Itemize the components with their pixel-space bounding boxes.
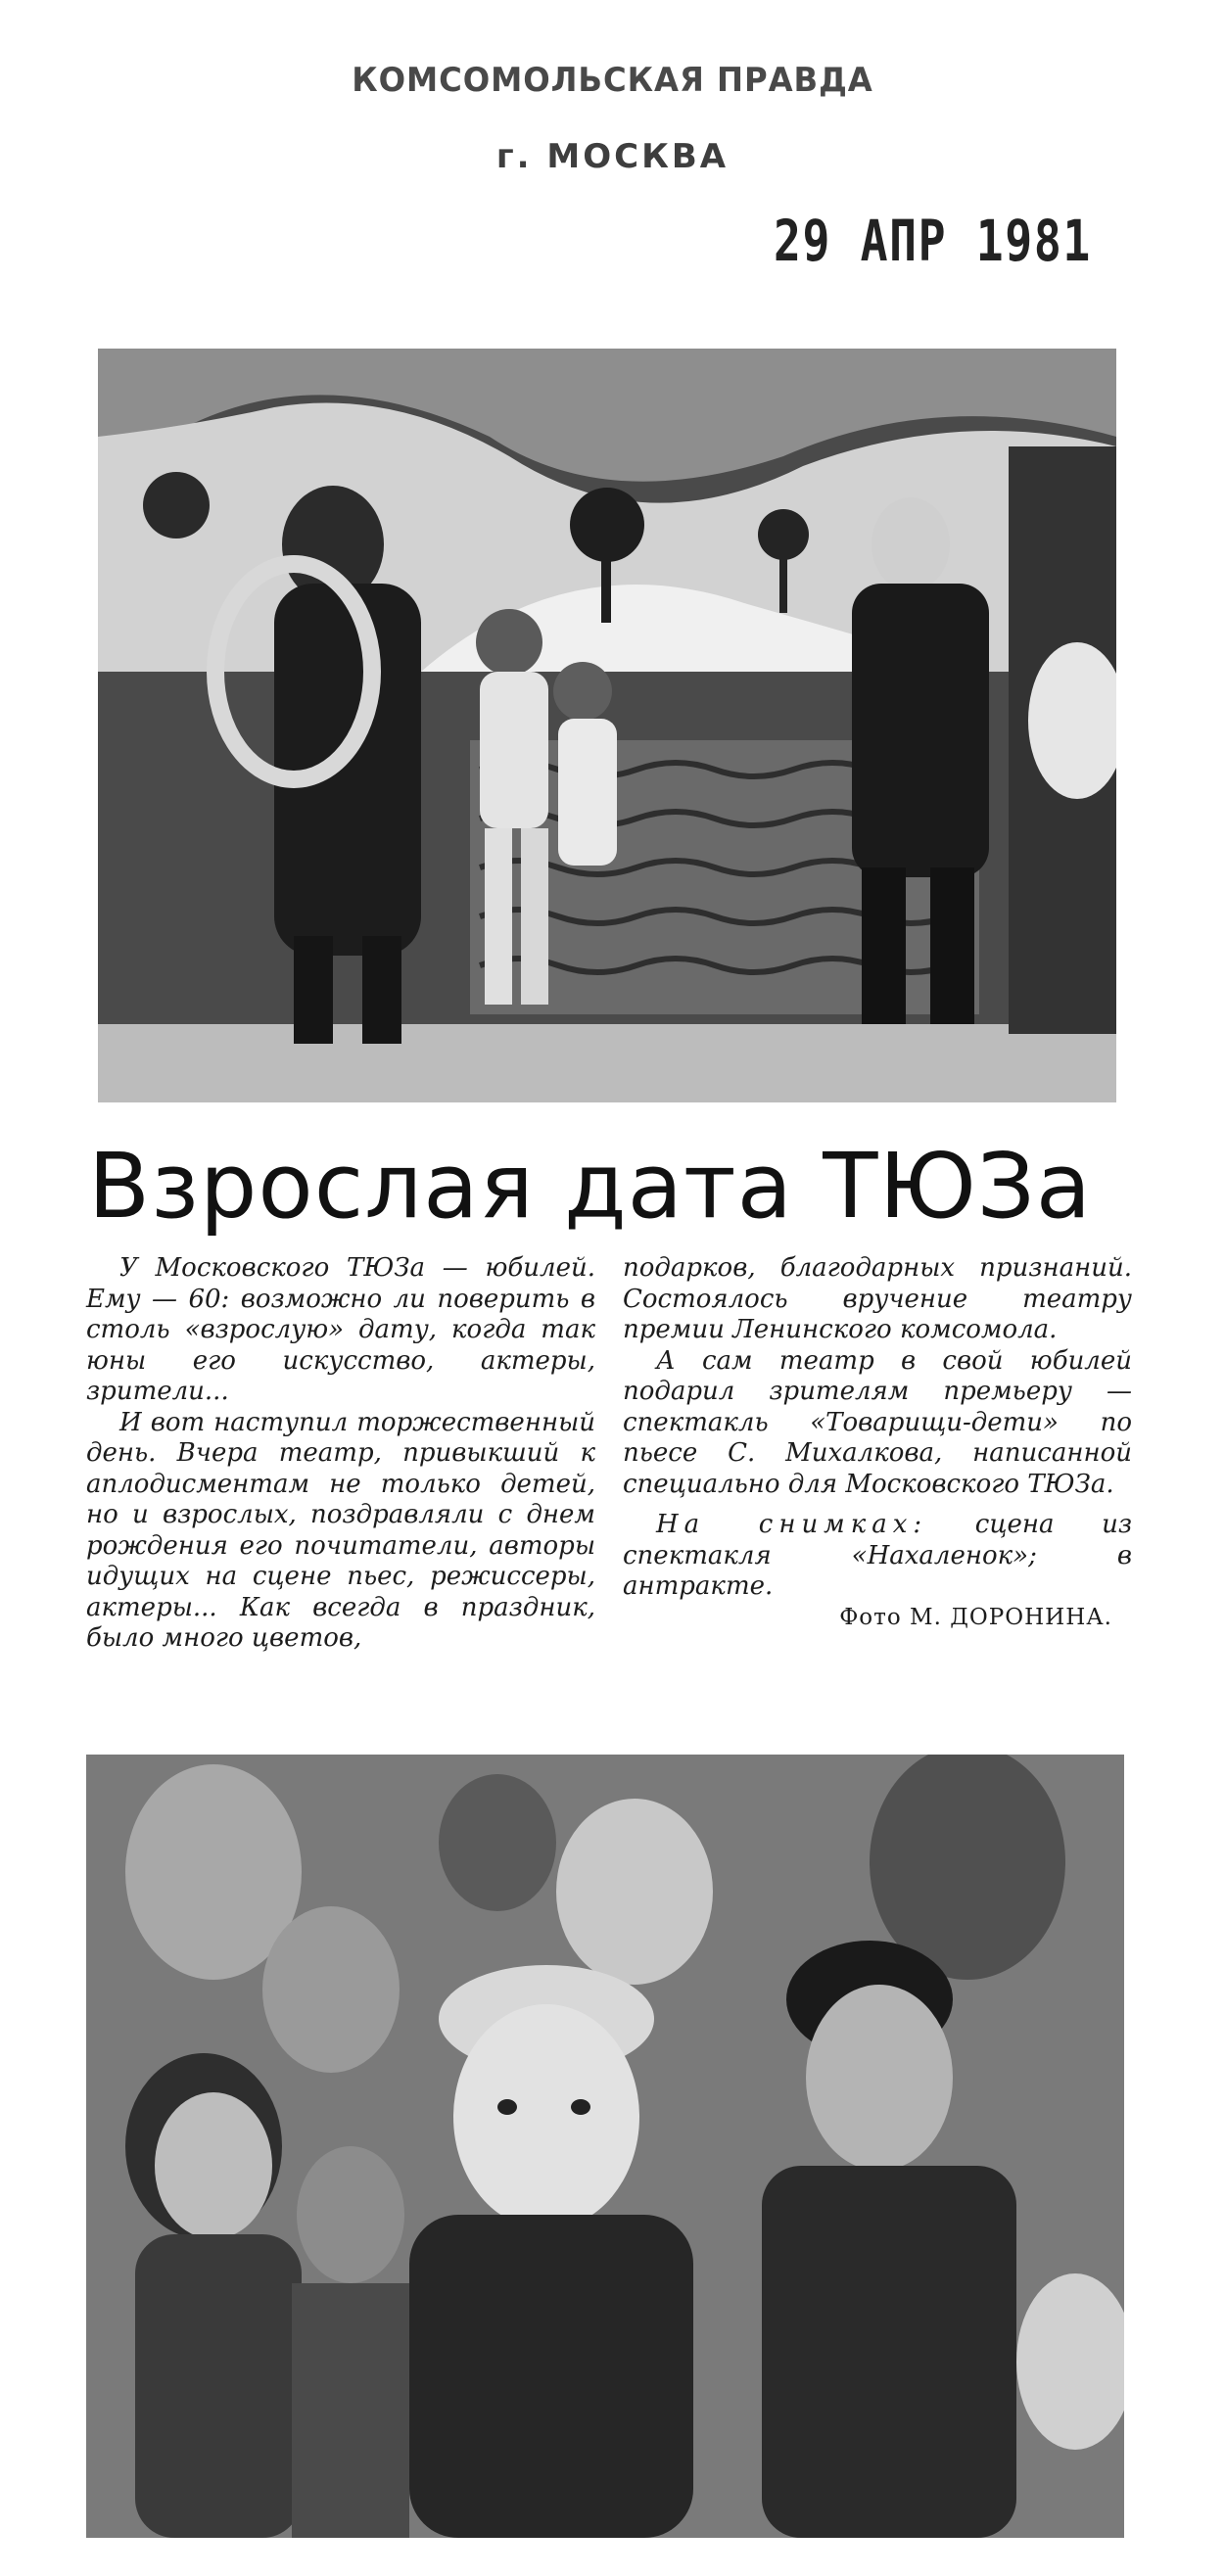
article-paragraph: подарков, благодарных признаний. Состоялось вручение театру премии Ленинского комсомола.: [623, 1253, 1132, 1344]
stage-photo: [98, 349, 1116, 1102]
audience-photo: [86, 1755, 1124, 2538]
photo-credit: Фото М. ДОРОНИНА.: [839, 1604, 1112, 1630]
audience-photo-image: [86, 1755, 1124, 2538]
article-column-right: [623, 1253, 1132, 1633]
stage-photo-image: [98, 349, 1116, 1102]
date-stamp: 29 АПР 1981: [774, 208, 1092, 274]
newspaper-stamp: КОМСОМОЛЬСКАЯ ПРАВДА: [352, 61, 873, 100]
article-paragraph: У Московского ТЮЗа — юбилей. Ему — 60: возможно ли поверить в столь «взрослую» дату, когда так юны его искусство, актеры, зрители...: [86, 1253, 595, 1406]
caption-lead: На снимках:: [656, 1510, 928, 1539]
article-column-left: [86, 1253, 595, 1655]
caption-text: сцена из спектакля «Нахаленок»; в антракте.: [623, 1510, 1132, 1601]
city-stamp: г. МОСКВА: [495, 137, 730, 176]
photo-caption: [623, 1510, 1132, 1603]
article-paragraph: И вот наступил торжественный день. Вчера театр, привыкший к аплодисментам не только детей, но и взрослых, поздравляли с днем рождения его почитатели, авторы идущих на сцене пьес, режиссеры, актеры... Как всегда в праздник, было много цветов,: [86, 1407, 595, 1653]
article-paragraph: А сам театр в свой юбилей подарил зрителям премьеру — спектакль «Товарищи-дети» по пьесе С. Михалкова, написанной специально для Московского ТЮЗа.: [623, 1345, 1132, 1499]
article-headline: Взрослая дата ТЮЗа: [88, 1134, 1093, 1239]
